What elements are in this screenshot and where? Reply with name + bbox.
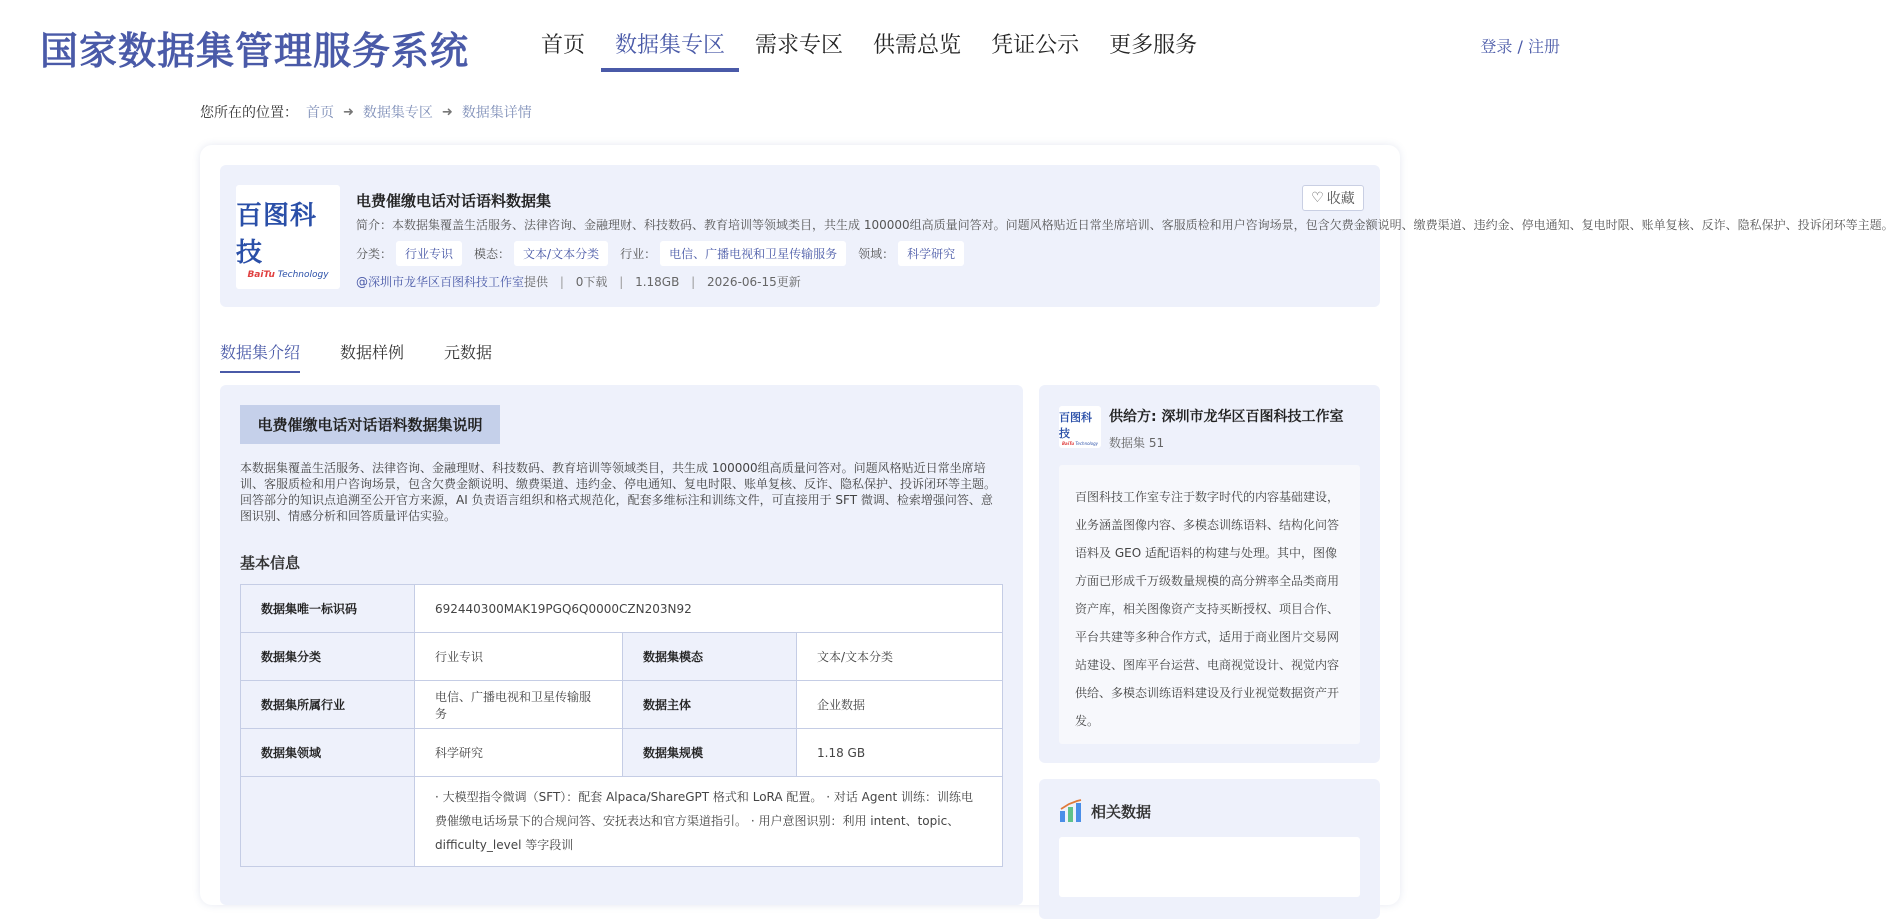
- table-row: [241, 729, 1003, 777]
- industry-label-cell: 数据集所属行业: [241, 681, 415, 729]
- provided-text: 提供: [524, 275, 549, 289]
- login-link[interactable]: 登录: [1480, 37, 1513, 56]
- logo-text-en-c: Technology: [274, 269, 329, 280]
- bar-chart-icon: [1059, 799, 1083, 823]
- domain-label: 领域：: [858, 247, 895, 261]
- modality-value-cell: 文本/文本分类: [797, 633, 1003, 681]
- breadcrumb-dataset-detail[interactable]: 数据集详情: [461, 105, 532, 121]
- subject-value-cell: 企业数据: [797, 681, 1003, 729]
- uid-value: 692440300MAK19PGQ6Q0000CZN203N92: [415, 585, 1003, 633]
- logo-text-en-a: Bai: [247, 269, 264, 280]
- provider-card: [1039, 385, 1380, 763]
- table-row: [241, 777, 1003, 867]
- domain-label-cell: 数据集领域: [241, 729, 415, 777]
- industry-tag[interactable]: 电信、广播电视和卫星传输服务: [660, 241, 846, 266]
- breadcrumb: [200, 102, 532, 122]
- tab-introduction[interactable]: 数据集介绍: [220, 340, 300, 373]
- favorite-button[interactable]: [1302, 185, 1364, 211]
- breadcrumb-home[interactable]: 首页: [306, 105, 334, 121]
- nav-home[interactable]: 首页: [541, 33, 586, 58]
- category-label: 分类：: [356, 247, 393, 261]
- category-value-cell: 行业专识: [415, 633, 623, 681]
- dataset-title: 电费催缴电话对话语料数据集: [356, 192, 552, 210]
- related-data-card: [1039, 779, 1380, 919]
- arrow-right-icon: ➜: [441, 104, 453, 120]
- related-data-list: [1059, 837, 1360, 897]
- logo-text-cn: 百图科技: [1059, 410, 1092, 440]
- meta-separator: |: [691, 275, 696, 289]
- provider-description: 百图科技工作室专注于数字时代的内容基础建设，业务涵盖图像内容、多模态训练语料、结构化问答语料及 GEO 适配语料的构建与处理。其中，图像方面已形成千万级数量规模的高分辨率全品类商用资产库，相关图像资产支持买断授权、项目合作、平台共建等多种合作方式，适用于商业图片交易网站建设、图库平台运营、电商视觉设计、视觉内容供给、多模态训练语料建设及行业视觉数据资产开发。: [1059, 465, 1360, 744]
- site-title[interactable]: 国家数据集管理服务系统: [40, 29, 470, 73]
- modality-tag[interactable]: 文本/文本分类: [514, 241, 608, 266]
- basic-info-table: [240, 584, 1003, 867]
- table-row: [241, 585, 1003, 633]
- auth-separator: /: [1512, 37, 1528, 56]
- logo-text-en-b: Tu: [1069, 440, 1075, 446]
- auth-links: [1480, 34, 1560, 57]
- industry-value-cell: 电信、广播电视和卫星传输服务: [415, 681, 623, 729]
- arrow-right-icon: ➜: [343, 104, 354, 120]
- favorite-label: 收藏: [1326, 191, 1355, 207]
- category-tag[interactable]: 行业专识: [396, 241, 462, 266]
- dataset-detail-card: [200, 145, 1894, 905]
- tab-metadata[interactable]: 元数据: [444, 343, 493, 362]
- section-title: 电费催缴电话对话语料数据集说明: [240, 405, 500, 444]
- meta-separator: |: [559, 275, 564, 289]
- scale-label-cell: 数据集规模: [623, 729, 797, 777]
- dataset-intro: 简介：本数据集覆盖生活服务、法律咨询、金融理财、科技数码、教育培训等领域类目，共生成 100000组高质量问答对。问题风格贴近日常坐席培训、客服质检和用户咨询场景，包含欠费金额说明、缴费渠道、违约金、停电通知、复电时限、账单复核、反诈、隐私保护、投诉闭环等主题。: [356, 218, 1894, 232]
- breadcrumb-dataset-zone[interactable]: 数据集专区: [362, 105, 433, 121]
- nav-dataset-zone[interactable]: 数据集专区: [601, 24, 739, 67]
- table-row: [241, 633, 1003, 681]
- nav-more-services[interactable]: 更多服务: [1109, 33, 1198, 58]
- main-nav: [541, 24, 1213, 67]
- logo-text-en: [1062, 441, 1098, 446]
- nav-supply-demand-overview[interactable]: 供需总览: [873, 33, 962, 58]
- meta-separator: |: [619, 275, 624, 289]
- usage-value-cell: · 大模型指令微调（SFT）：配套 Alpaca/ShareGPT 格式和 LoRA 配置。 · 对话 Agent 训练：训练电费催缴电话场景下的合规问答、安抚表达和官方渠道指引。 · 用户意图识别：利用 intent、topic、difficulty_level 等字段训: [415, 777, 1003, 867]
- uid-label: 数据集唯一标识码: [241, 585, 415, 633]
- download-count: 0下载: [575, 275, 608, 289]
- usage-label-cell: [241, 777, 415, 867]
- update-date: 2026-06-15更新: [707, 275, 801, 289]
- modality-label-cell: 数据集模态: [623, 633, 797, 681]
- logo-text-cn: 百图科技: [236, 200, 318, 268]
- related-data-title: 相关数据: [1091, 803, 1152, 821]
- logo-text-en-c: Technology: [1074, 440, 1099, 446]
- nav-demand-zone[interactable]: 需求专区: [755, 33, 844, 58]
- category-label-cell: 数据集分类: [241, 633, 415, 681]
- nav-credential-notice[interactable]: 凭证公示: [991, 33, 1080, 58]
- domain-tag[interactable]: 科学研究: [898, 241, 964, 266]
- top-header: [0, 0, 1600, 90]
- provider-avatar[interactable]: [1059, 406, 1101, 448]
- tab-samples[interactable]: 数据样例: [340, 343, 405, 362]
- industry-label: 行业：: [620, 247, 657, 261]
- dataset-description: 本数据集覆盖生活服务、法律咨询、金融理财、科技数码、教育培训等领域类目，共生成 100000组高质量问答对。问题风格贴近日常坐席培训、客服质检和用户咨询场景，包含欠费金额说明、缴费渠道、违约金、停电通知、复电时限、账单复核、反诈、隐私保护、投诉闭环等主题。回答部分的知识点追溯至公开官方来源，AI 负责语言组织和格式规范化，配套多维标注和训练文件，可直接用于 SFT 微调、检索增强问答、意图识别、情感分析和回答质量评估实验。: [240, 461, 997, 523]
- scale-value-cell: 1.18 GB: [797, 729, 1003, 777]
- breadcrumb-prefix: 您所在的位置：: [200, 105, 298, 121]
- table-row: [241, 681, 1003, 729]
- heart-icon: ♡: [1311, 190, 1324, 206]
- dataset-tags: [356, 241, 976, 266]
- logo-text-en-b: Tu: [263, 269, 275, 280]
- logo-text-en-a: Bai: [1061, 440, 1070, 446]
- register-link[interactable]: 注册: [1527, 37, 1560, 56]
- logo-text-en: [247, 270, 328, 280]
- basic-info-title: 基本信息: [240, 554, 301, 572]
- domain-value-cell: 科学研究: [415, 729, 623, 777]
- detail-tabs: [220, 340, 532, 373]
- subject-label-cell: 数据主体: [623, 681, 797, 729]
- provider-dataset-count: 数据集 51: [1109, 436, 1165, 450]
- dataset-meta: [356, 273, 801, 290]
- dataset-size: 1.18GB: [635, 275, 680, 289]
- modality-label: 模态：: [474, 247, 511, 261]
- provider-logo: [236, 185, 340, 289]
- introduction-panel: [220, 385, 1023, 905]
- dataset-summary: [220, 165, 1894, 307]
- provider-link[interactable]: @深圳市龙华区百图科技工作室: [356, 275, 525, 289]
- provider-name[interactable]: 供给方: 深圳市龙华区百图科技工作室: [1109, 409, 1344, 425]
